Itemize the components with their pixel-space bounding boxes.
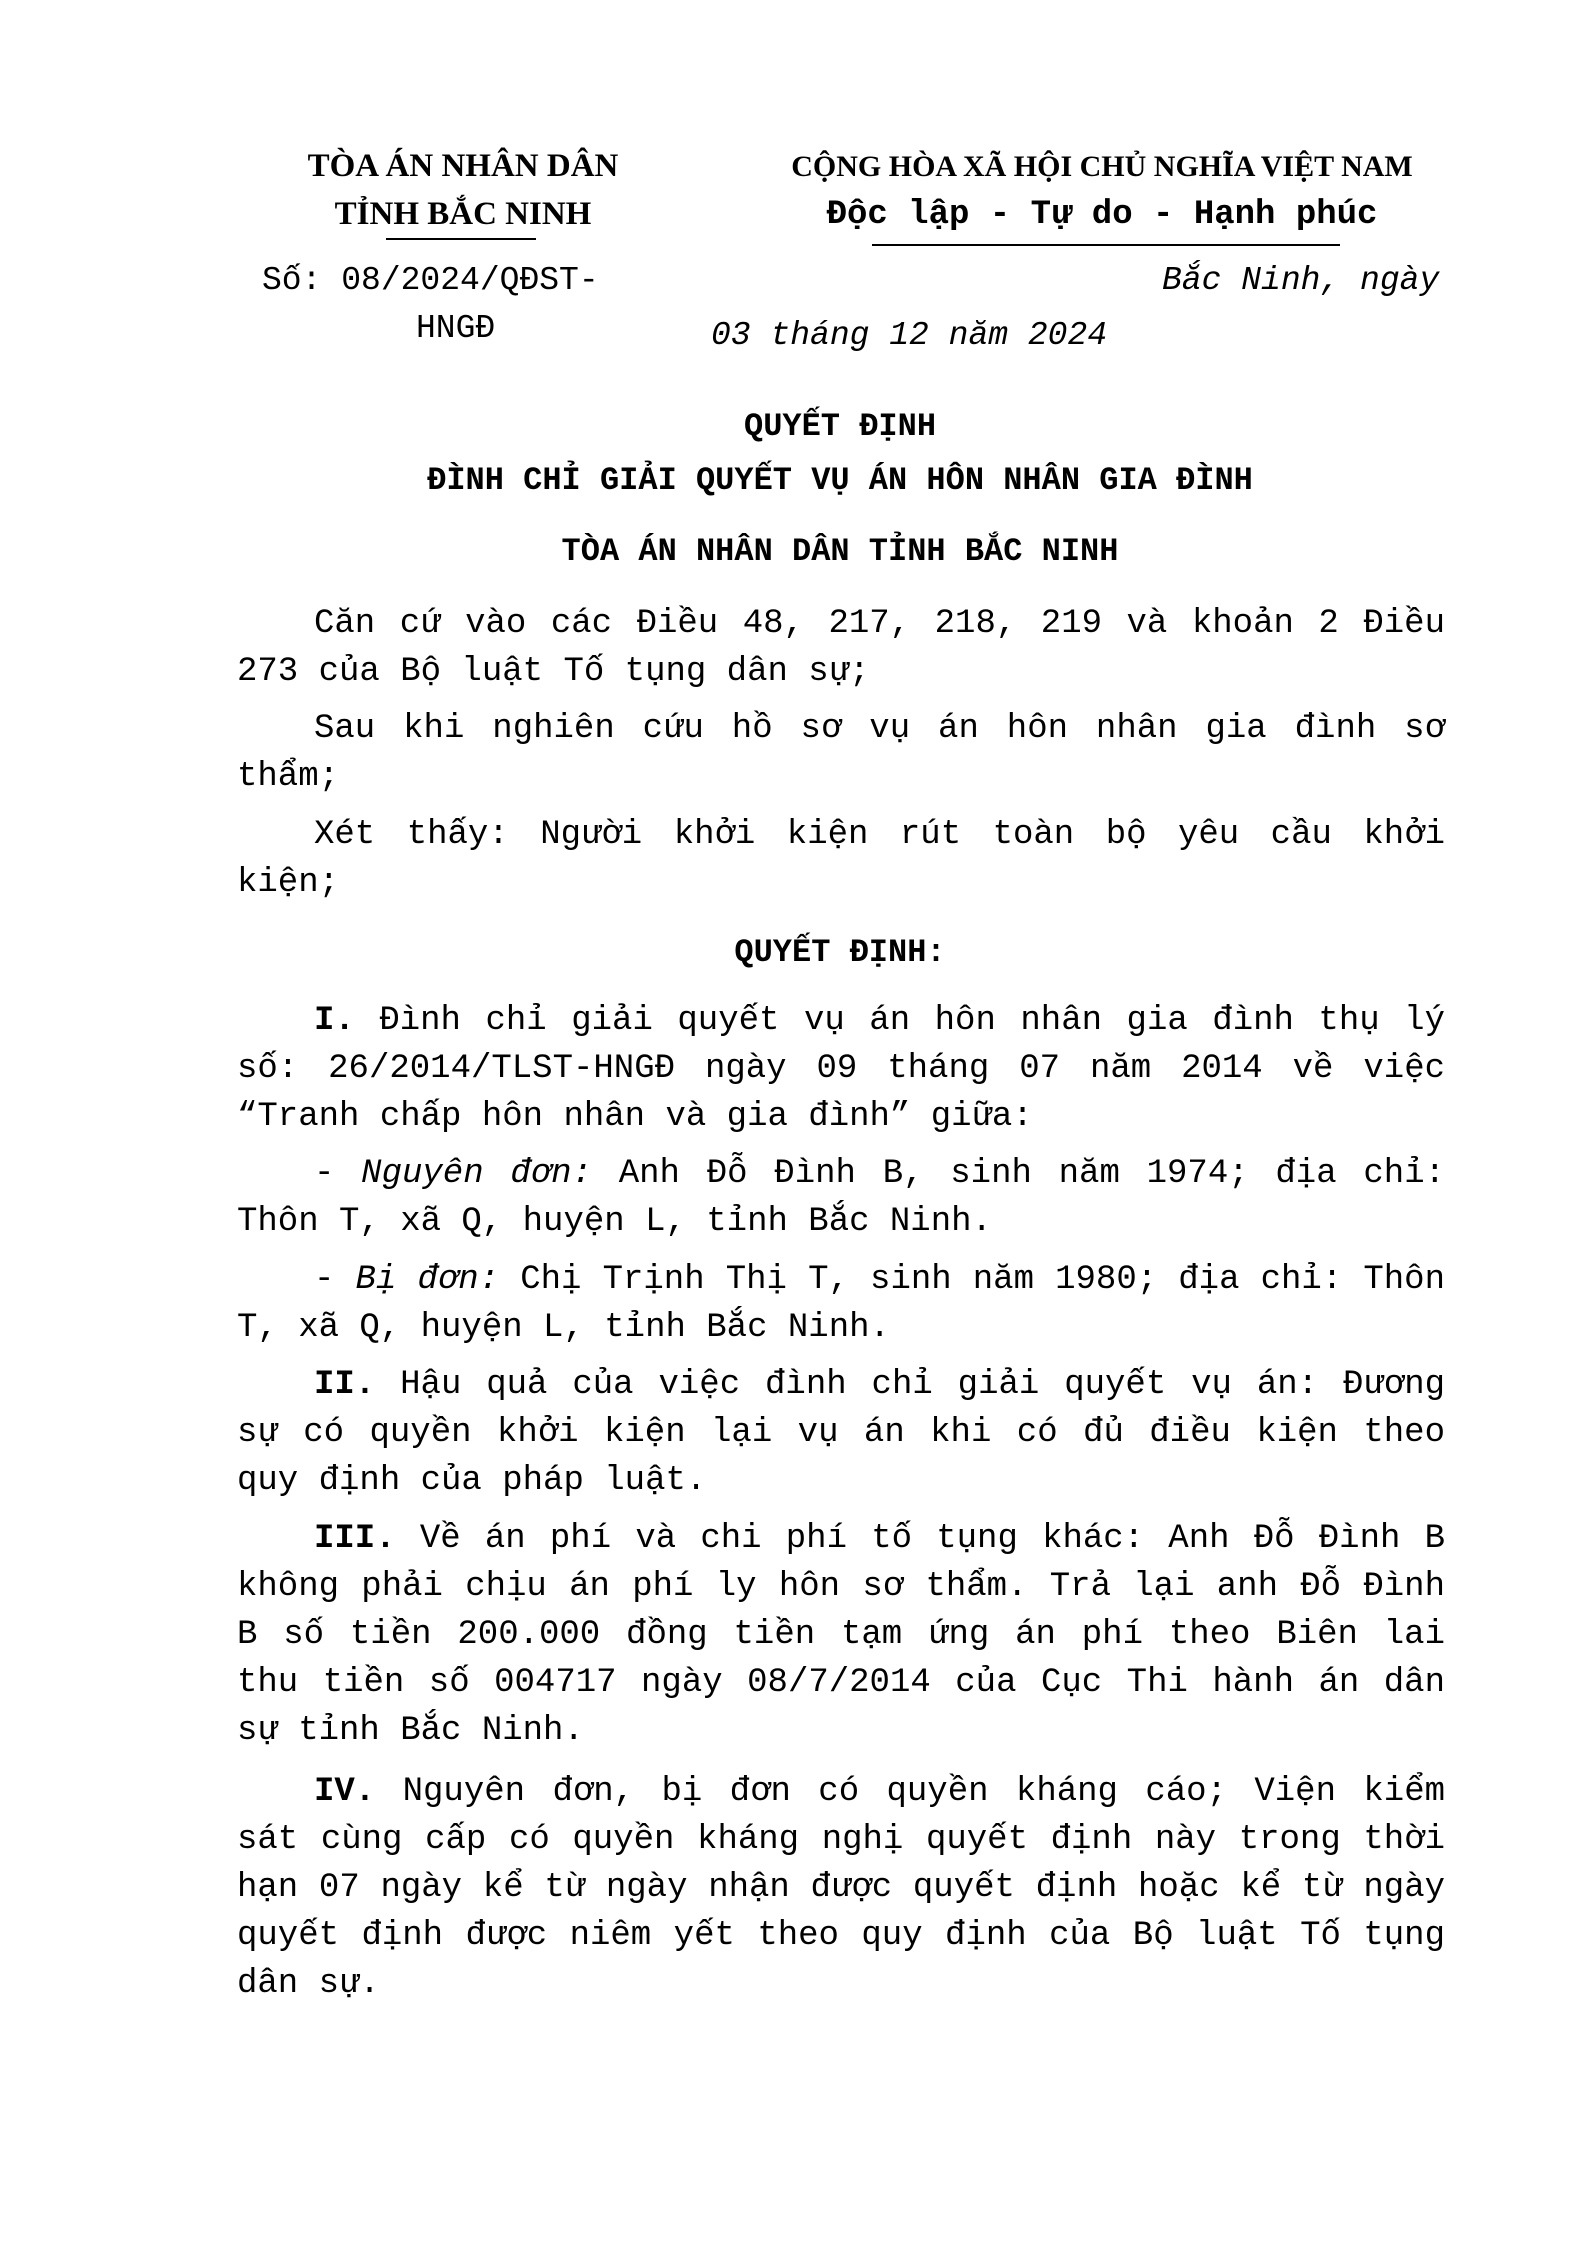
ground-legal-basis: Căn cứ vào các Điều 48, 217, 218, 219 và khoản 2 Điều 273 của Bộ luật Tố tụng dân sự; bbox=[237, 605, 1445, 691]
ground-file-review: Sau khi nghiên cứu hồ sơ vụ án hôn nhân gia đình sơ thẩm; bbox=[237, 710, 1445, 796]
republic-title: CỘNG HÒA XÃ HỘI CHỦ NGHĨA VIỆT NAM bbox=[791, 150, 1413, 183]
document-subtitle: ĐÌNH CHỈ GIẢI QUYẾT VỤ ÁN HÔN NHÂN GIA ĐÌNH bbox=[427, 462, 1253, 499]
document-number: Số: 08/2024/QĐST- bbox=[262, 262, 599, 299]
document-title: QUYẾT ĐỊNH bbox=[743, 408, 937, 445]
issue-date-place: Bắc Ninh, ngày bbox=[1162, 262, 1440, 299]
court-name-line1: TÒA ÁN NHÂN DÂN bbox=[307, 148, 619, 184]
motto: Độc lập - Tự do - Hạnh phúc bbox=[826, 196, 1378, 234]
plaintiff-info: - Nguyên đơn: Anh Đỗ Đình B, sinh năm 1974; địa chỉ: Thôn T, xã Q, huyện L, tỉnh Bắc Ninh. bbox=[237, 1155, 1445, 1241]
section-i: I. Đình chỉ giải quyết vụ án hôn nhân gia đình thụ lý số: 26/2014/TLST-HNGĐ ngày 09 tháng 07 năm 2014 về việc “Tranh chấp hôn nhân và gia đình” giữa: bbox=[237, 1002, 1445, 1136]
issue-date: 03 tháng 12 năm 2024 bbox=[711, 317, 1108, 354]
ground-finding: Xét thấy: Người khởi kiện rút toàn bộ yêu cầu khởi kiện; bbox=[237, 816, 1445, 902]
section-iv: IV. Nguyên đơn, bị đơn có quyền kháng cáo; Viện kiểm sát cùng cấp có quyền kháng nghị quyết định này trong thời hạn 07 ngày kể từ ngày nhận được quyết định hoặc kể từ ngày quyết định được niêm yết theo quy định của Bộ luật Tố tụng dân sự. bbox=[237, 1773, 1445, 2003]
decision-heading: QUYẾT ĐỊNH: bbox=[734, 934, 946, 971]
section-ii: II. Hậu quả của việc đình chỉ giải quyết vụ án: Đương sự có quyền khởi kiện lại vụ án khi có đủ điều kiện theo quy định của pháp luật. bbox=[237, 1366, 1445, 1500]
issuing-court: TÒA ÁN NHÂN DÂN TỈNH BẮC NINH bbox=[561, 533, 1119, 570]
court-name-underline bbox=[386, 238, 536, 240]
defendant-info: - Bị đơn: Chị Trịnh Thị T, sinh năm 1980; địa chỉ: Thôn T, xã Q, huyện L, tỉnh Bắc Ninh. bbox=[237, 1261, 1445, 1347]
court-name-line2: TỈNH BẮC NINH bbox=[334, 196, 592, 232]
section-iii: III. Về án phí và chi phí tố tụng khác: Anh Đỗ Đình B không phải chịu án phí ly hôn sơ thẩm. Trả lại anh Đỗ Đình B số tiền 200.000 đồng tiền tạm ứng án phí theo Biên lai thu tiền số 004717 ngày 08/7/2014 của Cục Thi hành án dân sự tỉnh Bắc Ninh. bbox=[237, 1520, 1445, 1750]
motto-underline bbox=[872, 244, 1340, 246]
document-number-suffix: HNGĐ bbox=[416, 310, 496, 347]
